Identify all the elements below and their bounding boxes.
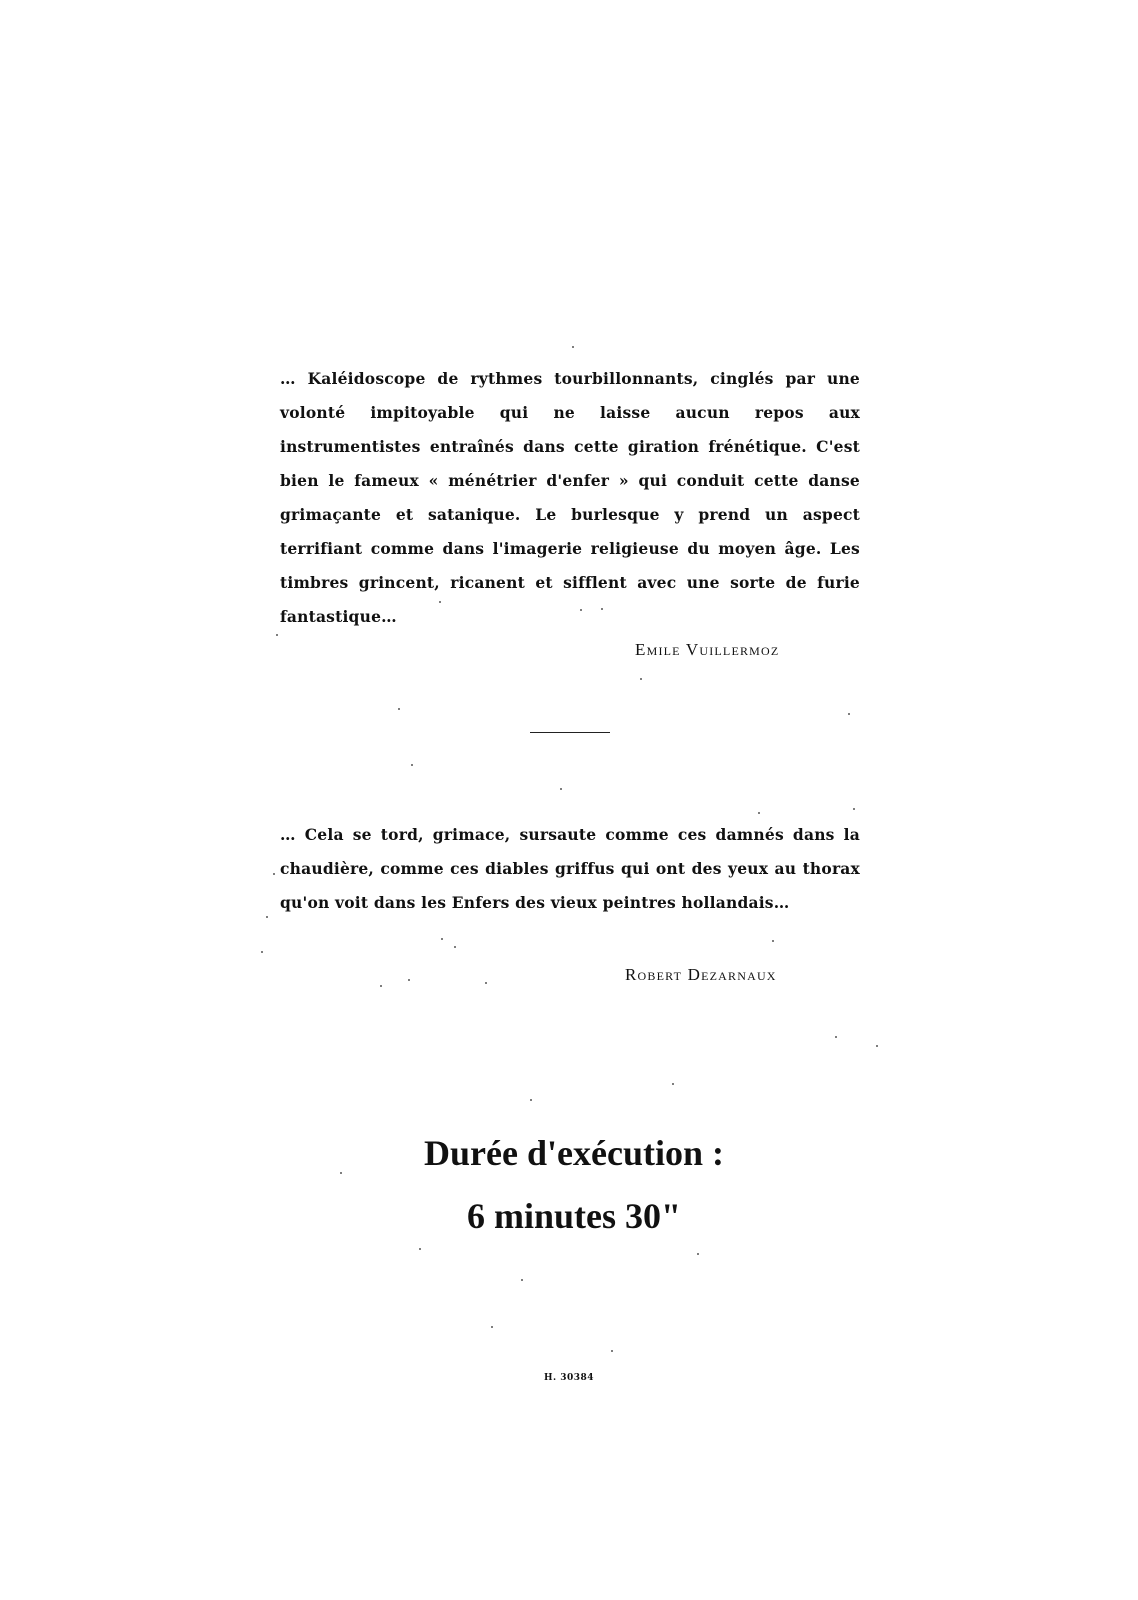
scan-speck	[273, 873, 275, 875]
scan-speck	[835, 1036, 837, 1038]
scan-speck	[772, 940, 774, 942]
scan-speck	[611, 1350, 613, 1352]
scan-speck	[640, 678, 642, 680]
scan-speck	[672, 1083, 674, 1085]
scan-speck	[380, 985, 382, 987]
scan-speck	[411, 764, 413, 766]
scan-speck	[580, 609, 582, 611]
scan-speck	[485, 982, 487, 984]
scan-speck	[266, 916, 268, 918]
scan-speck	[419, 1248, 421, 1250]
scan-speck	[697, 1253, 699, 1255]
scan-speck	[848, 713, 850, 715]
scan-speck	[441, 938, 443, 940]
scan-speck	[398, 708, 400, 710]
quote-vuillermoz: … Kaléidoscope de rythmes tourbillonnants, cinglés par une volonté impitoyable qui ne laisse aucun repos aux instrumentistes entraînés dans cette giration frénétique. C'est bien le fameux « ménétrier d'enfer » qui conduit cette danse grimaçante et satanique. Le burlesque y prend un aspect terrifiant comme dans l'imagerie religieuse du moyen âge. Les timbres grincent, ricanent et sifflent avec une sorte de furie fantastique…	[280, 369, 860, 626]
scan-speck	[758, 812, 760, 814]
scan-speck	[530, 1099, 532, 1101]
scan-speck	[853, 808, 855, 810]
quote-dezarnaux: … Cela se tord, grimace, sursaute comme ces damnés dans la chaudière, comme ces diables griffus qui ont des yeux au thorax qu'on voit dans les Enfers des vieux peintres hollandais…	[280, 825, 860, 912]
duration-value: 6 minutes 30"	[467, 1196, 681, 1236]
scan-speck	[439, 601, 441, 603]
scan-speck	[560, 788, 562, 790]
scan-speck	[340, 1172, 342, 1174]
scan-speck	[601, 608, 603, 610]
scan-speck	[454, 946, 456, 948]
scan-speck	[261, 951, 263, 953]
author-vuillermoz: Emile Vuillermoz	[635, 640, 780, 659]
duration-title: Durée d'exécution :	[424, 1133, 724, 1173]
plate-number: H. 30384	[543, 1373, 595, 1383]
scan-speck	[521, 1279, 523, 1281]
scan-speck	[408, 979, 410, 981]
scan-speck	[876, 1045, 878, 1047]
scan-speck	[572, 346, 574, 348]
scan-speck	[491, 1326, 493, 1328]
scan-speck	[276, 634, 278, 636]
author-dezarnaux: Robert Dezarnaux	[625, 965, 777, 984]
separator-rule	[530, 732, 610, 733]
